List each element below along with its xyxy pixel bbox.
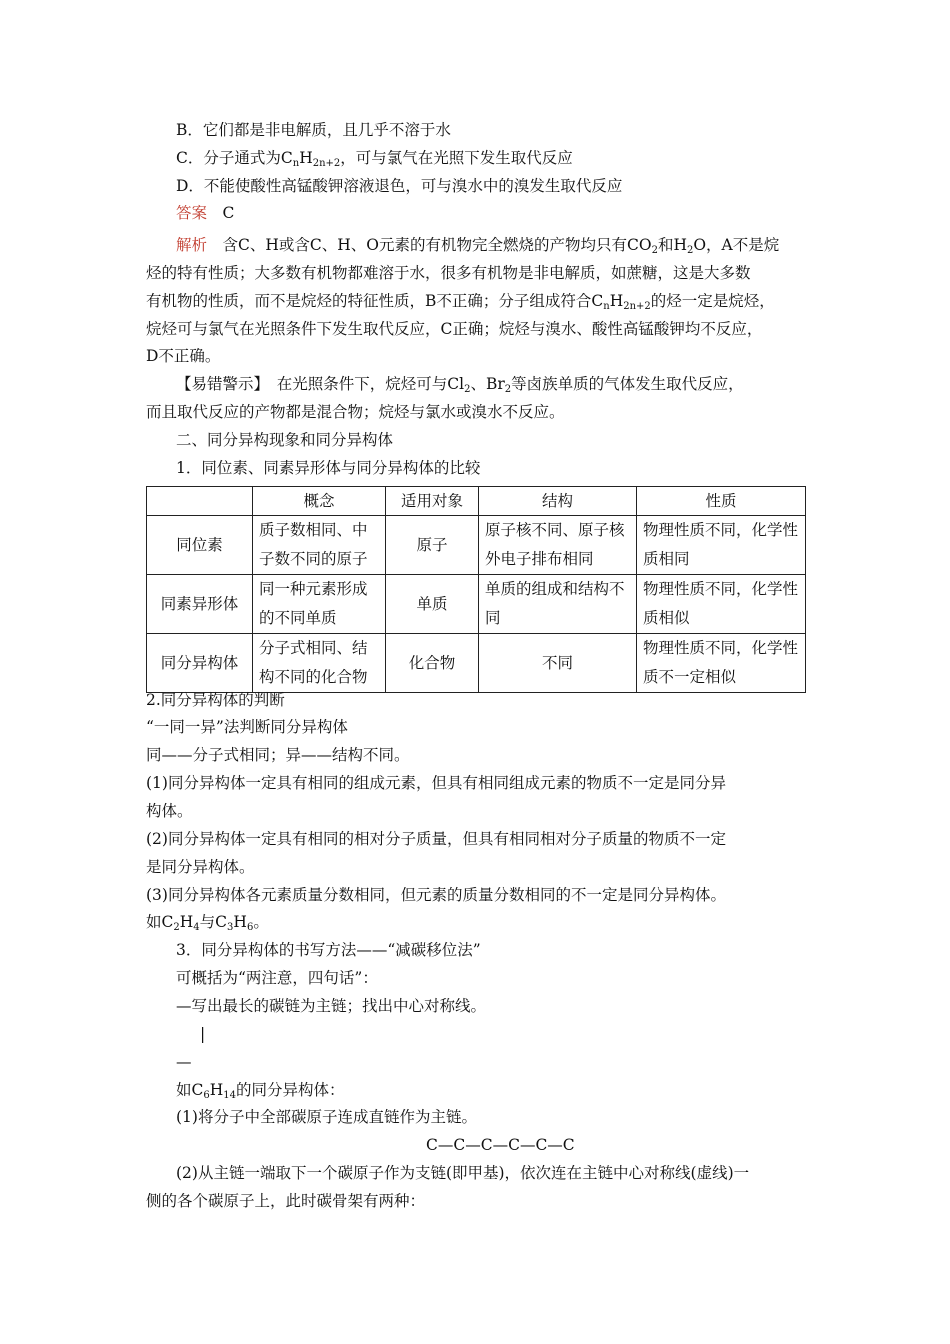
analysis-line-3: 有机物的性质，而不是烷烃的特征性质，B不正确；分子组成符合$C_nH_{2n+2}$的烃一定是烷烃，: [146, 292, 775, 312]
point-2-line-1: (2)同分异构体一定具有相同的相对分子质量，但具有相同相对分子质量的物质不一定: [146, 830, 726, 848]
analysis-line-2: 烃的特有性质；大多数有机物都难溶于水，很多有机物是非电解质，如蔗糖，这是大多数: [146, 264, 751, 282]
table-cell: 物理性质不同，化学性质不一定相似: [637, 634, 806, 693]
analysis-line-5: D不正确。: [146, 347, 221, 365]
carbon-chain: C—C—C—C—C—C: [426, 1136, 575, 1154]
answer-line: [176, 203, 234, 223]
vertical-bar: |: [200, 1025, 206, 1043]
point-1-line-2: 构体。: [146, 802, 193, 820]
table-cell: 不同: [479, 634, 637, 693]
table-row: [147, 516, 806, 575]
summary-line: 可概括为“两注意，四句话”：: [176, 969, 378, 987]
subsection-2-title: 2.同分异构体的判断: [146, 691, 285, 709]
option-b: B．它们都是非电解质，且几乎不溶于水: [176, 121, 451, 139]
subsection-3-title: 3．同分异构体的书写方法——“减碳移位法”: [176, 941, 481, 959]
table-cell: 化合物: [386, 634, 479, 693]
table-cell: 同一种元素形成的不同单质: [253, 575, 386, 634]
comparison-table: [146, 486, 806, 693]
option-d: D．不能使酸性高锰酸钾溶液退色，可与溴水中的溴发生取代反应: [176, 177, 623, 195]
point-1-line-1: (1)同分异构体一定具有相同的组成元素，但具有相同组成元素的物质不一定是同分异: [146, 774, 726, 792]
point-3-line-2: 如$C_2H_4$与$C_3H_6$。: [146, 913, 269, 933]
table-row: [147, 575, 806, 634]
table-header-row: [147, 487, 806, 516]
same-diff-line: 同——分子式相同；异——结构不同。: [146, 746, 410, 764]
table-cell: 同素异形体: [147, 575, 253, 634]
point-3-line-1: (3)同分异构体各元素质量分数相同，但元素的质量分数相同的不一定是同分异构体。: [146, 886, 726, 904]
dash-line: —: [176, 1053, 192, 1071]
example-step-2-line-1: (2)从主链一端取下一个碳原子作为支链(即甲基)，依次连在主链中心对称线(虚线)一: [176, 1164, 750, 1182]
table-cell: 质子数相同、中子数不同的原子: [253, 516, 386, 575]
table-cell: 同分异构体: [147, 634, 253, 693]
option-c: C．分子通式为$C_nH_{2n+2}$，可与氯气在光照下发生取代反应: [176, 149, 573, 169]
analysis-label: 解析: [176, 236, 208, 254]
table-cell: 分子式相同、结构不同的化合物: [253, 634, 386, 693]
table-cell: 同位素: [147, 516, 253, 575]
answer-value: C: [222, 204, 235, 222]
table-cell: 单质的组成和结构不同: [479, 575, 637, 634]
table-cell: 原子: [386, 516, 479, 575]
step-line: —写出最长的碳链为主链；找出中心对称线。: [176, 997, 487, 1015]
header-cell: 适用对象: [386, 487, 479, 516]
subsection-1-title: 1．同位素、同素异形体与同分异构体的比较: [176, 459, 481, 477]
warning-label: 【易错警示】: [176, 375, 262, 393]
answer-label: 答案: [176, 204, 208, 222]
table-cell: 原子核不同、原子核外电子排布相同: [479, 516, 637, 575]
example-line: 如$C_6H_{14}$的同分异构体：: [176, 1081, 345, 1101]
warning-line-1: 【易错警示】 在光照条件下，烷烃可与$Cl_2$、$Br_2$等卤族单质的气体发生取代反应，: [176, 375, 744, 395]
point-2-line-2: 是同分异构体。: [146, 858, 255, 876]
section-2-title: 二、同分异构现象和同分异构体: [176, 431, 394, 449]
table-cell: 物理性质不同，化学性质相同: [637, 516, 806, 575]
header-cell: 性质: [637, 487, 806, 516]
example-step-2-line-2: 侧的各个碳原子上，此时碳骨架有两种：: [146, 1192, 426, 1210]
header-cell: [147, 487, 253, 516]
method-line: “一同一异”法判断同分异构体: [146, 718, 348, 736]
header-cell: 结构: [479, 487, 637, 516]
analysis-line-1: 解析 含C、H或含C、H、O元素的有机物完全燃烧的产物均只有$CO_2$和$H_2O$，A不是烷: [176, 236, 780, 256]
table-cell: 单质: [386, 575, 479, 634]
table-cell: 物理性质不同，化学性质相似: [637, 575, 806, 634]
table-row: [147, 634, 806, 693]
analysis-line-4: 烷烃可与氯气在光照条件下发生取代反应，C正确；烷烃与溴水、酸性高锰酸钾均不反应，: [146, 320, 763, 338]
example-step-1: (1)将分子中全部碳原子连成直链作为主链。: [176, 1108, 477, 1126]
warning-line-2: 而且取代反应的产物都是混合物；烷烃与氯水或溴水不反应。: [146, 403, 565, 421]
header-cell: 概念: [253, 487, 386, 516]
